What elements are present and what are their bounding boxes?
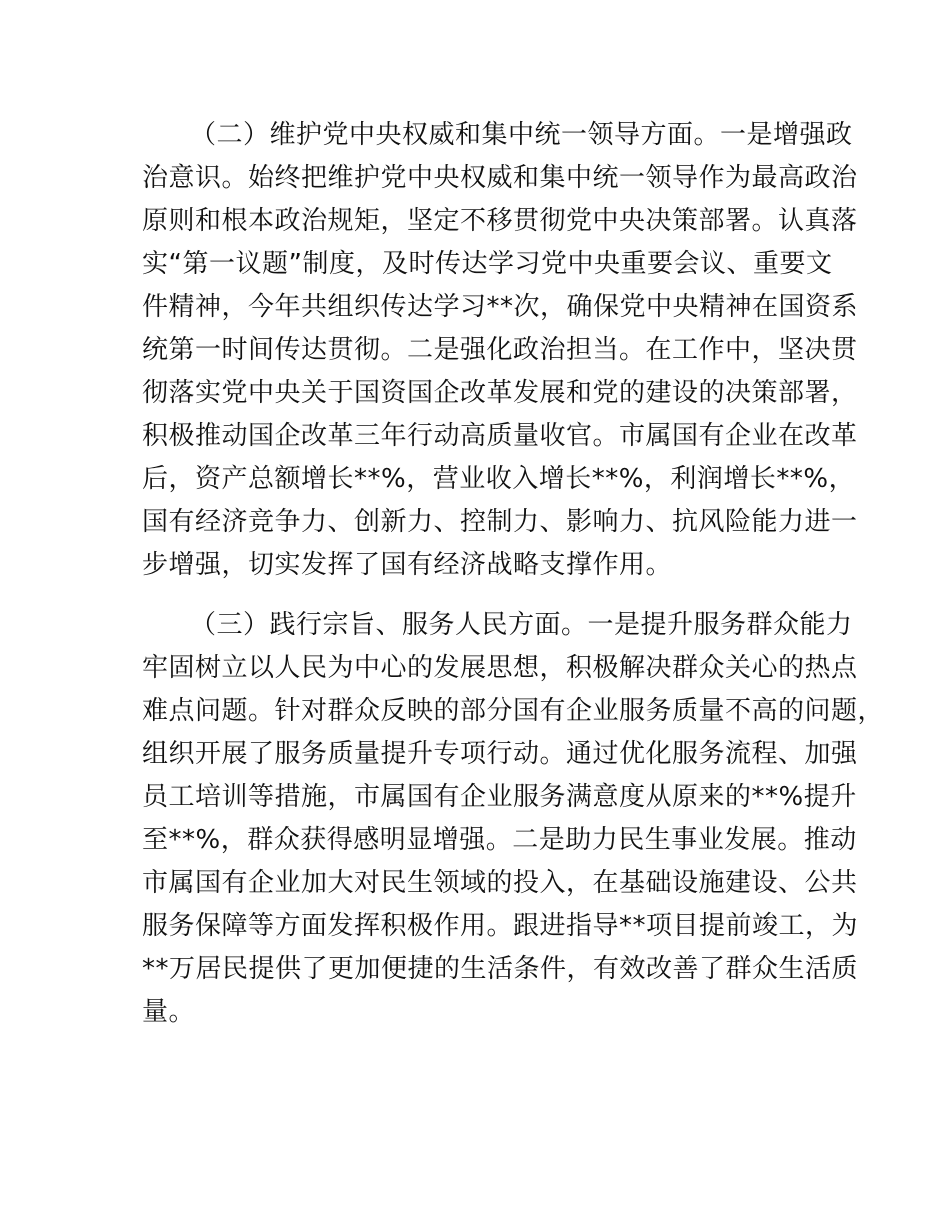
text-line: 牢固树立以人民为中心的发展思想，积极解决群众关心的热点 xyxy=(142,653,858,683)
text-line: 后，资产总额增长**%，营业收入增长**%，利润增长**%， xyxy=(142,464,856,494)
text-line: **万居民提供了更加便捷的生活条件，有效改善了群众生活质 xyxy=(142,954,859,984)
text-line: 员工培训等措施，市属国有企业服务满意度从原来的**%提升 xyxy=(142,782,857,812)
text-line: 治意识。始终把维护党中央权威和集中统一领导作为最高政治 xyxy=(142,163,858,193)
text-line: 国有经济竞争力、创新力、控制力、影响力、抗风险能力进一 xyxy=(142,507,858,537)
text-line: 至**%，群众获得感明显增强。二是助力民生事业发展。推动 xyxy=(142,825,857,855)
text-line: 步增强，切实发挥了国有经济战略支撑作用。 xyxy=(142,550,673,580)
text-line: 统第一时间传达贯彻。二是强化政治担当。在工作中，坚决贯 xyxy=(142,335,858,365)
text-line: 服务保障等方面发挥积极作用。跟进指导**项目提前竣工，为 xyxy=(142,911,859,941)
text-line: 组织开展了服务质量提升专项行动。通过优化服务流程、加强 xyxy=(142,739,858,769)
text-line: （三）践行宗旨、服务人民方面。一是提升服务群众能力 xyxy=(190,610,853,640)
text-line: （二）维护党中央权威和集中统一领导方面。一是增强政 xyxy=(190,120,853,150)
text-line: 原则和根本政治规矩，坚定不移贯彻党中央决策部署。认真落 xyxy=(142,206,858,236)
text-line: 难点问题。针对群众反映的部分国有企业服务质量不高的问题， xyxy=(142,696,885,726)
text-line: 市属国有企业加大对民生领域的投入，在基础设施建设、公共 xyxy=(142,868,858,898)
text-line: 件精神，今年共组织传达学习**次，确保党中央精神在国资系 xyxy=(142,292,859,322)
text-line: 实“第一议题”制度，及时传达学习党中央重要会议、重要文 xyxy=(142,249,833,279)
text-line: 积极推动国企改革三年行动高质量收官。市属国有企业在改革 xyxy=(142,421,858,451)
text-line: 彻落实党中央关于国资国企改革发展和党的建设的决策部署， xyxy=(142,378,858,408)
text-line: 量。 xyxy=(142,997,196,1027)
